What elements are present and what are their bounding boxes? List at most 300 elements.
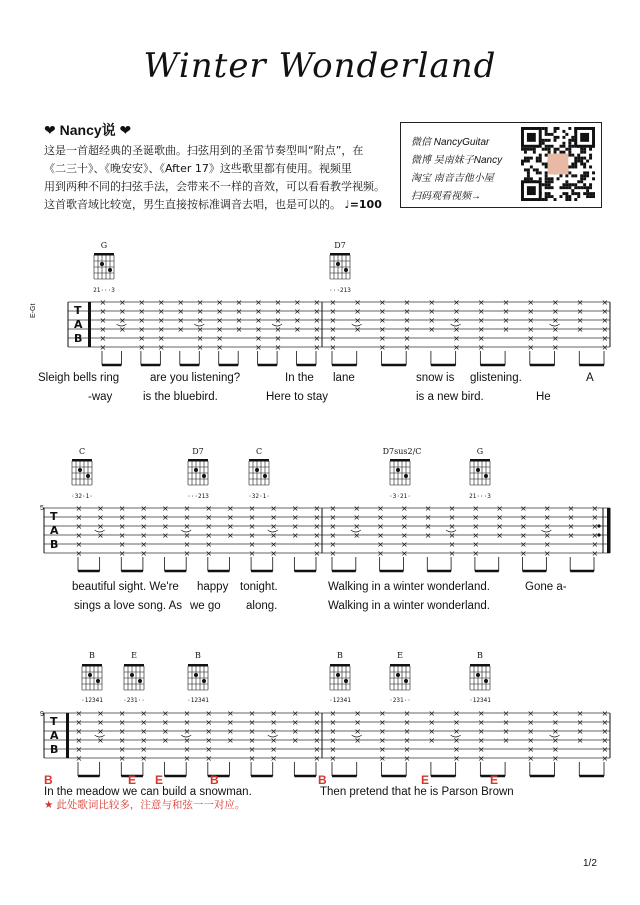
svg-text:×: × xyxy=(378,307,386,316)
svg-text:×: × xyxy=(99,307,107,316)
svg-text:×: × xyxy=(543,513,551,522)
svg-text:×: × xyxy=(248,745,256,754)
svg-text:×: × xyxy=(75,718,83,727)
svg-text:×: × xyxy=(527,718,535,727)
svg-text:×: × xyxy=(329,736,337,745)
svg-text:×: × xyxy=(162,531,169,540)
svg-text:×: × xyxy=(118,504,126,513)
svg-text:×: × xyxy=(313,709,321,718)
svg-text:×: × xyxy=(140,549,148,558)
svg-text:×: × xyxy=(291,727,299,736)
svg-text:×: × xyxy=(354,298,361,307)
strum-mark xyxy=(100,298,107,365)
svg-text:×: × xyxy=(453,709,460,718)
svg-text:×: × xyxy=(477,709,485,718)
svg-text:×: × xyxy=(552,343,559,352)
svg-text:×: × xyxy=(270,718,277,727)
svg-text:×: × xyxy=(552,325,559,334)
svg-text:×: × xyxy=(453,325,460,334)
svg-text:×: × xyxy=(138,298,146,307)
svg-text:×: × xyxy=(576,736,584,745)
strum-mark xyxy=(119,709,126,776)
svg-text:×: × xyxy=(140,727,148,736)
svg-text:×: × xyxy=(552,316,559,325)
svg-text:×: × xyxy=(378,298,386,307)
svg-text:×: × xyxy=(138,343,146,352)
strum-mark xyxy=(140,709,147,776)
svg-text:×: × xyxy=(294,298,301,307)
strum-mark xyxy=(255,298,262,365)
svg-text:×: × xyxy=(428,736,436,745)
svg-text:×: × xyxy=(377,531,384,540)
svg-text:×: × xyxy=(329,709,337,718)
strum-mark xyxy=(404,298,411,365)
svg-text:×: × xyxy=(118,307,126,316)
svg-text:×: × xyxy=(138,325,146,334)
measure-number: 5 xyxy=(40,505,44,512)
svg-text:×: × xyxy=(248,727,256,736)
svg-text:×: × xyxy=(472,513,480,522)
strum-mark xyxy=(330,504,337,571)
strum-mark xyxy=(216,298,223,365)
lyric: is the bluebird. xyxy=(143,391,218,403)
lyric: is a new bird. xyxy=(416,391,484,403)
svg-text:×: × xyxy=(520,522,527,531)
svg-text:×: × xyxy=(502,709,510,718)
strum-mark xyxy=(577,709,584,776)
strum-mark xyxy=(496,504,503,571)
svg-text:×: × xyxy=(226,513,234,522)
svg-text:×: × xyxy=(140,745,148,754)
svg-text:×: × xyxy=(205,522,213,531)
chord-fingering: ·12341 xyxy=(469,697,491,704)
svg-text:×: × xyxy=(294,325,301,334)
svg-text:×: × xyxy=(235,307,243,316)
svg-text:×: × xyxy=(255,343,262,352)
svg-text:×: × xyxy=(291,531,299,540)
svg-text:×: × xyxy=(329,549,337,558)
strum-mark xyxy=(272,298,282,365)
svg-text:×: × xyxy=(248,540,256,549)
svg-text:×: × xyxy=(403,727,411,736)
strum-mark xyxy=(314,709,321,776)
svg-text:×: × xyxy=(601,736,609,745)
svg-text:×: × xyxy=(576,316,584,325)
svg-text:×: × xyxy=(294,307,301,316)
svg-text:×: × xyxy=(472,504,480,513)
svg-text:×: × xyxy=(226,736,234,745)
svg-text:×: × xyxy=(183,736,191,745)
chord-name: C xyxy=(255,447,263,456)
svg-text:×: × xyxy=(520,513,527,522)
strum-mark xyxy=(602,298,609,365)
svg-text:×: × xyxy=(216,334,223,343)
svg-text:×: × xyxy=(248,709,256,718)
svg-text:×: × xyxy=(552,754,559,763)
strum-mark xyxy=(478,298,485,365)
svg-text:×: × xyxy=(378,736,386,745)
svg-text:×: × xyxy=(138,307,146,316)
svg-text:×: × xyxy=(248,513,256,522)
strum-mark xyxy=(503,709,510,776)
strum-mark xyxy=(76,709,83,776)
svg-text:×: × xyxy=(329,513,337,522)
svg-text:×: × xyxy=(183,531,191,540)
svg-text:×: × xyxy=(477,727,485,736)
svg-text:×: × xyxy=(270,513,277,522)
svg-text:×: × xyxy=(527,736,535,745)
strum-mark xyxy=(428,298,435,365)
svg-text:×: × xyxy=(313,754,321,763)
svg-text:×: × xyxy=(205,709,213,718)
lyric: In the xyxy=(285,372,314,384)
svg-text:×: × xyxy=(477,307,485,316)
song-title: Winter Wonderland xyxy=(143,46,497,86)
svg-text:×: × xyxy=(403,736,411,745)
strum-mark xyxy=(249,504,256,571)
chord-name: G xyxy=(476,447,484,456)
lyric: beautiful sight. We're xyxy=(72,581,179,593)
svg-text:×: × xyxy=(157,334,165,343)
svg-text:×: × xyxy=(291,522,299,531)
svg-text:×: × xyxy=(313,504,321,513)
svg-text:×: × xyxy=(291,709,299,718)
svg-text:×: × xyxy=(248,549,256,558)
svg-text:×: × xyxy=(424,531,432,540)
strum-mark xyxy=(294,298,301,365)
svg-text:×: × xyxy=(205,549,213,558)
chord-diagram xyxy=(470,664,490,690)
strum-mark xyxy=(478,709,485,776)
svg-text:×: × xyxy=(453,727,460,736)
svg-text:×: × xyxy=(75,736,83,745)
bass-note-mark: B xyxy=(44,773,53,787)
svg-text:×: × xyxy=(138,316,146,325)
svg-text:×: × xyxy=(157,325,165,334)
svg-text:×: × xyxy=(502,316,510,325)
svg-text:×: × xyxy=(377,504,384,513)
svg-text:×: × xyxy=(601,307,609,316)
intro-line: 这是一首超经典的圣诞歌曲。扫弦用到的圣雷节奏型叫“附点”，在 xyxy=(44,144,364,157)
svg-text:×: × xyxy=(378,709,386,718)
svg-text:×: × xyxy=(354,316,361,325)
svg-text:×: × xyxy=(140,531,148,540)
svg-text:×: × xyxy=(75,531,83,540)
chord-name: G xyxy=(100,241,108,250)
svg-text:×: × xyxy=(400,504,408,513)
intro-line: 用到两种不同的扫弦手法，会带来不一样的音效，可以看看教学视频。 xyxy=(44,180,385,193)
svg-text:×: × xyxy=(177,325,185,334)
svg-text:×: × xyxy=(313,736,321,745)
svg-text:×: × xyxy=(329,343,337,352)
svg-text:×: × xyxy=(576,727,584,736)
svg-text:×: × xyxy=(118,754,126,763)
svg-text:×: × xyxy=(552,727,559,736)
svg-text:×: × xyxy=(216,343,223,352)
svg-text:×: × xyxy=(291,736,299,745)
svg-text:×: × xyxy=(329,522,337,531)
svg-text:×: × xyxy=(97,513,104,522)
tab-staff xyxy=(44,664,610,776)
svg-text:×: × xyxy=(255,298,262,307)
svg-text:×: × xyxy=(448,549,456,558)
svg-text:×: × xyxy=(496,513,503,522)
svg-text:×: × xyxy=(313,334,321,343)
svg-text:×: × xyxy=(428,316,436,325)
svg-text:×: × xyxy=(196,298,204,307)
svg-text:×: × xyxy=(97,504,104,513)
svg-text:×: × xyxy=(378,334,386,343)
svg-text:×: × xyxy=(527,316,535,325)
svg-text:×: × xyxy=(313,745,321,754)
svg-text:×: × xyxy=(477,745,485,754)
svg-text:×: × xyxy=(552,745,559,754)
strum-mark xyxy=(162,504,169,571)
strum-mark xyxy=(550,709,560,776)
svg-text:×: × xyxy=(140,513,148,522)
strum-mark xyxy=(95,709,105,776)
svg-text:×: × xyxy=(496,522,503,531)
svg-text:×: × xyxy=(177,298,185,307)
svg-text:×: × xyxy=(140,754,148,763)
strum-mark xyxy=(352,298,362,365)
svg-text:×: × xyxy=(353,504,361,513)
strum-mark xyxy=(181,709,191,776)
svg-text:×: × xyxy=(270,522,277,531)
svg-text:×: × xyxy=(477,754,485,763)
svg-text:A: A xyxy=(50,729,59,742)
page-number: 1/2 xyxy=(583,858,597,869)
svg-text:×: × xyxy=(353,522,361,531)
svg-text:×: × xyxy=(205,513,213,522)
svg-text:×: × xyxy=(527,727,535,736)
chord-name: E xyxy=(397,651,403,660)
svg-text:×: × xyxy=(118,513,126,522)
svg-text:B: B xyxy=(74,332,83,345)
svg-text:×: × xyxy=(205,540,213,549)
strum-mark xyxy=(205,504,212,571)
svg-text:×: × xyxy=(502,736,510,745)
svg-text:×: × xyxy=(502,325,510,334)
svg-text:×: × xyxy=(428,718,436,727)
svg-text:×: × xyxy=(118,316,126,325)
svg-text:×: × xyxy=(601,298,609,307)
lyric: tonight. xyxy=(240,581,278,593)
svg-text:×: × xyxy=(294,316,301,325)
wechat-info: 微信 NancyGuitar xyxy=(411,137,490,148)
svg-text:×: × xyxy=(274,298,282,307)
svg-text:×: × xyxy=(205,727,213,736)
strum-mark xyxy=(425,504,432,571)
svg-text:×: × xyxy=(118,549,126,558)
svg-text:×: × xyxy=(520,504,527,513)
svg-text:×: × xyxy=(601,718,609,727)
svg-text:×: × xyxy=(99,343,107,352)
svg-text:×: × xyxy=(354,718,361,727)
chord-fingering: ·12341 xyxy=(329,697,351,704)
svg-text:×: × xyxy=(543,549,551,558)
lyric: glistening. xyxy=(470,372,522,384)
svg-text:×: × xyxy=(400,531,408,540)
svg-text:×: × xyxy=(75,754,83,763)
svg-text:×: × xyxy=(567,504,575,513)
svg-text:×: × xyxy=(377,540,384,549)
svg-text:×: × xyxy=(552,736,559,745)
svg-text:×: × xyxy=(354,307,361,316)
strum-mark xyxy=(541,504,551,571)
svg-text:×: × xyxy=(552,718,559,727)
chord-diagram xyxy=(390,664,410,690)
svg-text:×: × xyxy=(552,298,559,307)
strum-mark xyxy=(351,504,361,571)
chord-diagram xyxy=(330,253,350,279)
svg-text:×: × xyxy=(205,754,213,763)
svg-text:×: × xyxy=(377,549,384,558)
chord-name: C xyxy=(78,447,86,456)
tab-staff xyxy=(44,459,610,571)
svg-text:×: × xyxy=(313,298,321,307)
svg-text:×: × xyxy=(329,334,337,343)
strum-mark xyxy=(292,504,299,571)
strum-mark xyxy=(314,504,321,571)
chord-fingering: ·12341 xyxy=(81,697,103,704)
svg-text:×: × xyxy=(477,298,485,307)
chord-name: B xyxy=(337,651,343,660)
svg-text:×: × xyxy=(354,727,361,736)
svg-text:×: × xyxy=(567,522,575,531)
svg-text:×: × xyxy=(353,513,361,522)
svg-text:×: × xyxy=(543,540,551,549)
svg-text:×: × xyxy=(313,513,321,522)
svg-text:×: × xyxy=(162,736,169,745)
chord-name: D7 xyxy=(192,447,204,456)
svg-text:×: × xyxy=(196,307,204,316)
svg-text:×: × xyxy=(216,298,223,307)
strum-mark xyxy=(205,709,212,776)
svg-text:×: × xyxy=(140,718,148,727)
svg-text:T: T xyxy=(50,715,58,728)
svg-text:×: × xyxy=(157,316,165,325)
svg-text:×: × xyxy=(226,709,234,718)
strum-mark xyxy=(527,709,534,776)
svg-text:×: × xyxy=(226,727,234,736)
svg-text:×: × xyxy=(329,531,337,540)
svg-text:×: × xyxy=(75,709,83,718)
svg-text:×: × xyxy=(378,325,386,334)
svg-text:×: × xyxy=(248,736,256,745)
svg-text:×: × xyxy=(527,325,535,334)
svg-text:×: × xyxy=(591,549,599,558)
svg-text:×: × xyxy=(270,727,277,736)
svg-text:×: × xyxy=(601,334,609,343)
svg-text:×: × xyxy=(403,709,411,718)
strum-mark xyxy=(428,709,435,776)
svg-text:×: × xyxy=(270,531,277,540)
strum-mark xyxy=(550,298,560,365)
svg-text:×: × xyxy=(472,540,480,549)
svg-text:×: × xyxy=(601,343,609,352)
strum-mark xyxy=(227,504,234,571)
strum-mark xyxy=(451,709,461,776)
svg-text:×: × xyxy=(226,504,234,513)
svg-text:×: × xyxy=(527,745,535,754)
svg-text:×: × xyxy=(162,504,169,513)
svg-text:×: × xyxy=(496,531,503,540)
svg-text:×: × xyxy=(313,325,321,334)
svg-text:×: × xyxy=(313,307,321,316)
svg-text:×: × xyxy=(400,522,408,531)
svg-text:×: × xyxy=(75,745,83,754)
strum-mark xyxy=(95,504,105,571)
svg-text:×: × xyxy=(601,745,609,754)
svg-text:×: × xyxy=(428,325,436,334)
svg-text:×: × xyxy=(329,298,337,307)
svg-text:×: × xyxy=(477,316,485,325)
svg-text:×: × xyxy=(502,298,510,307)
svg-text:×: × xyxy=(255,325,262,334)
lyric: lane xyxy=(333,372,355,384)
lyric: are you listening? xyxy=(150,372,241,384)
svg-text:×: × xyxy=(118,727,126,736)
svg-text:×: × xyxy=(97,736,104,745)
intro-line: 《二三十》、《晚安安》、《After 17》这些歌里都有使用。视频里 xyxy=(44,162,352,175)
chord-name: B xyxy=(89,651,95,660)
svg-text:B: B xyxy=(50,538,59,551)
strum-mark xyxy=(330,709,337,776)
bass-note-mark: B xyxy=(318,773,327,787)
strum-mark xyxy=(379,709,386,776)
svg-text:×: × xyxy=(543,522,551,531)
svg-text:×: × xyxy=(75,549,83,558)
chord-diagram xyxy=(470,459,490,485)
svg-text:×: × xyxy=(248,718,256,727)
svg-text:×: × xyxy=(527,334,535,343)
chord-fingering: ·231·· xyxy=(389,697,411,704)
svg-text:×: × xyxy=(576,325,584,334)
svg-text:T: T xyxy=(74,304,82,317)
svg-text:×: × xyxy=(403,718,411,727)
scan-info: 扫码观看视频→ xyxy=(411,191,481,202)
lyric: along. xyxy=(246,600,278,612)
svg-text:×: × xyxy=(354,736,361,745)
svg-text:×: × xyxy=(453,316,460,325)
svg-text:×: × xyxy=(274,325,282,334)
svg-text:×: × xyxy=(424,522,432,531)
chord-diagram xyxy=(330,664,350,690)
svg-text:×: × xyxy=(403,745,411,754)
svg-text:×: × xyxy=(520,540,527,549)
lyric: happy xyxy=(197,581,229,593)
tab-staff xyxy=(68,253,610,365)
svg-text:×: × xyxy=(329,316,337,325)
strum-mark xyxy=(162,709,169,776)
measure-number: 9 xyxy=(40,711,44,718)
svg-text:×: × xyxy=(99,334,107,343)
strum-mark xyxy=(527,298,534,365)
svg-text:×: × xyxy=(502,727,510,736)
svg-text:×: × xyxy=(99,316,107,325)
svg-text:×: × xyxy=(403,298,411,307)
svg-text:×: × xyxy=(313,531,321,540)
svg-text:×: × xyxy=(403,754,411,763)
svg-text:×: × xyxy=(291,718,299,727)
svg-text:×: × xyxy=(527,754,535,763)
svg-text:×: × xyxy=(255,316,262,325)
svg-text:×: × xyxy=(226,531,234,540)
strum-mark xyxy=(379,298,386,365)
svg-text:×: × xyxy=(448,522,456,531)
svg-text:×: × xyxy=(329,727,337,736)
